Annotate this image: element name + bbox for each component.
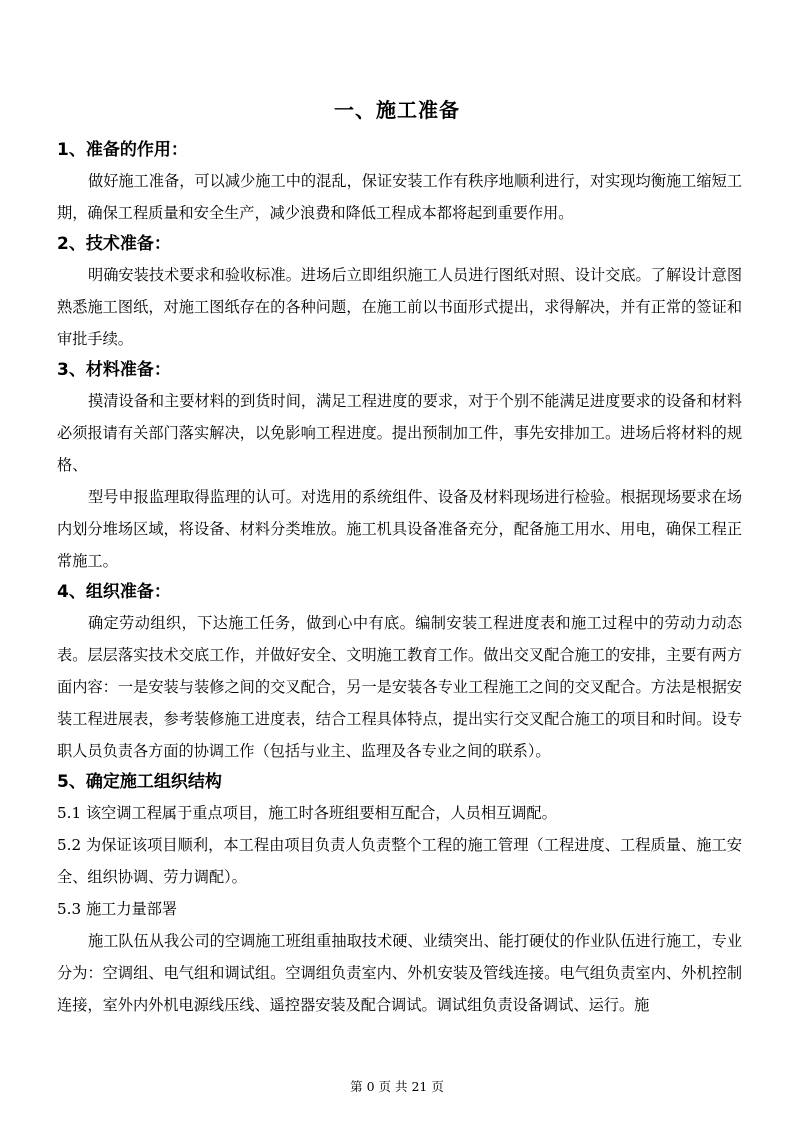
section-heading: 1、准备的作用： [57,140,188,160]
list-item: 5.3 施工力量部署 [57,900,178,918]
list-item: 5.1 该空调工程属于重点项目，施工时各班组要相互配合，人员相互调配。 [57,804,557,822]
list-item: 5.2 为保证该项目顺利，本工程由项目负责人负责整个工程的施工管理（工程进度、工程质量、施工安全、组织协调、劳力调配）。 [57,836,742,886]
paragraph: 型号申报监理取得监理的认可。对选用的系统组件、设备及材料现场进行检验。根据现场要求在场内划分堆场区域，将设备、材料分类堆放。施工机具设备准备充分，配备施工用水、用电，确保工程正常施工。 [57,488,742,570]
document-body [57,135,742,1021]
section-heading: 3、材料准备： [57,360,171,380]
paragraph: 确定劳动组织，下达施工任务，做到心中有底。编制安装工程进度表和施工过程中的劳动力动态表。层层落实技术交底工作，并做好安全、文明施工教育工作。做出交叉配合施工的安排，主要有两方面内容：一是安装与装修之间的交叉配合，另一是安装各专业工程施工之间的交叉配合。方法是根据安装工程进展表，参考装修施工进度表，结合工程具体特点，提出实行交叉配合施工的项目和时间。设专职人员负责各方面的协调工作（包括与业主、监理及各专业之间的联系）。 [57,614,742,760]
section-heading: 4、组织准备： [57,582,171,602]
paragraph: 施工队伍从我公司的空调施工班组重抽取技术硬、业绩突出、能打硬仗的作业队伍进行施工，专业分为：空调组、电气组和调试组。空调组负责室内、外机安装及管线连接。电气组负责室内、外机控制连接，室外内外机电源线压线、遥控器安装及配合调试。调试组负责设备调试、运行。施 [57,932,742,1014]
section-heading: 2、技术准备： [57,234,171,254]
section-heading: 5、确定施工组织结构 [57,772,222,792]
paragraph: 明确安装技术要求和验收标准。进场后立即组织施工人员进行图纸对照、设计交底。了解设计意图熟悉施工图纸，对施工图纸存在的各种问题，在施工前以书面形式提出，求得解决，并有正常的签证和审批手续。 [57,266,742,348]
page-footer: 第 0 页 共 21 页 [350,1079,444,1094]
paragraph: 摸清设备和主要材料的到货时间，满足工程进度的要求，对于个别不能满足进度要求的设备和材料必须报请有关部门落实解决，以免影响工程进度。提出预制加工件，事先安排加工。进场后将材料的规格、 [57,392,742,474]
paragraph: 做好施工准备，可以减少施工中的混乱，保证安装工作有秩序地顺利进行，对实现均衡施工缩短工期，确保工程质量和安全生产，减少浪费和降低工程成本都将起到重要作用。 [57,172,742,222]
document-title: 一、施工准备 [334,98,460,122]
